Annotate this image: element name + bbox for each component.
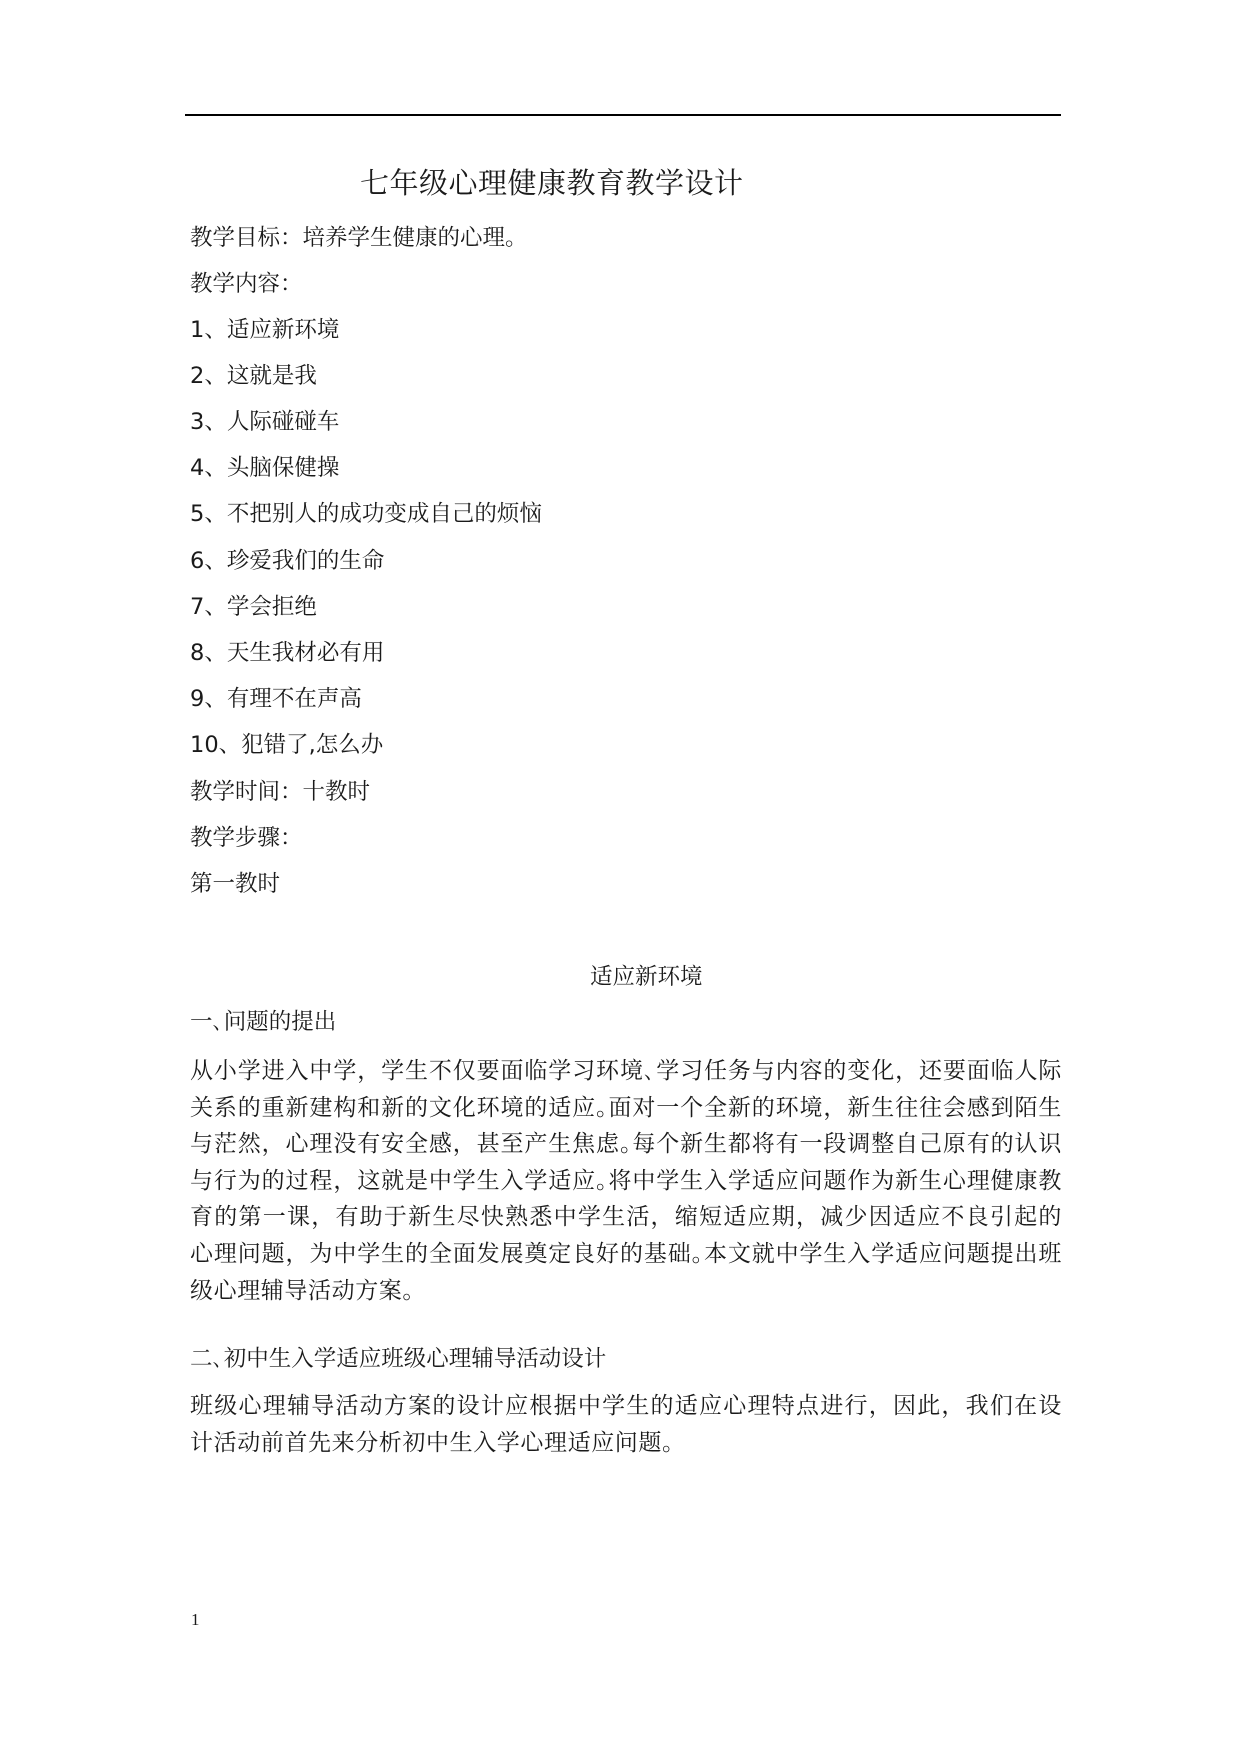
section-title: 适应新环境 <box>590 964 703 990</box>
teaching-content-heading: 教学内容： <box>190 271 303 297</box>
list-item: 1、适应新环境 <box>190 317 340 343</box>
list-item: 3、人际碰碰车 <box>190 409 340 435</box>
part1-paragraph: 从小学进入中学，学生不仅要面临学习环境､学习任务与内容的变化，还要面临人际关系的重新建构和新的文化环境的适应｡面对一个全新的环境，新生往往会感到陌生与茫然，心理没有安全感，甚至产生焦虑｡每个新生都将有一段调整自己原有的认识与行为的过程，这就是中学生入学适应｡将中学生入学适应问题作为新生心理健康教育的第一课，有助于新生尽快熟悉中学生活，缩短适应期，减少因适应不良引起的心理问题，为中学生的全面发展奠定良好的基础｡本文就中学生入学适应问题提出班级心理辅导活动方案｡ <box>190 1058 1062 1304</box>
teaching-time: 教学时间：十教时 <box>190 779 371 805</box>
list-item: 10、犯错了,怎么办 <box>190 732 384 758</box>
lesson-label: 第一教时 <box>190 871 281 897</box>
list-item: 8、天生我材必有用 <box>190 640 385 666</box>
document-title: 七年级心理健康教育教学设计 <box>360 166 744 200</box>
part2-paragraph: 班级心理辅导活动方案的设计应根据中学生的适应心理特点进行，因此，我们在设计活动前首先来分析初中生入学心理适应问题｡ <box>190 1393 1062 1456</box>
list-item: 9、有理不在声高 <box>190 686 362 712</box>
list-item: 2、这就是我 <box>190 363 317 389</box>
list-item: 4、头脑保健操 <box>190 455 340 481</box>
list-item: 5、不把别人的成功变成自己的烦恼 <box>190 501 542 527</box>
teaching-steps-heading: 教学步骤： <box>190 825 303 851</box>
page-number: 1 <box>191 1610 200 1629</box>
part2-heading: 二､初中生入学适应班级心理辅导活动设计 <box>190 1346 607 1372</box>
part1-heading: 一､问题的提出 <box>190 1009 337 1035</box>
teaching-objective: 教学目标：培养学生健康的心理。 <box>190 225 528 251</box>
header-rule <box>185 114 1061 116</box>
list-item: 6、珍爱我们的生命 <box>190 548 385 574</box>
list-item: 7、学会拒绝 <box>190 594 317 620</box>
